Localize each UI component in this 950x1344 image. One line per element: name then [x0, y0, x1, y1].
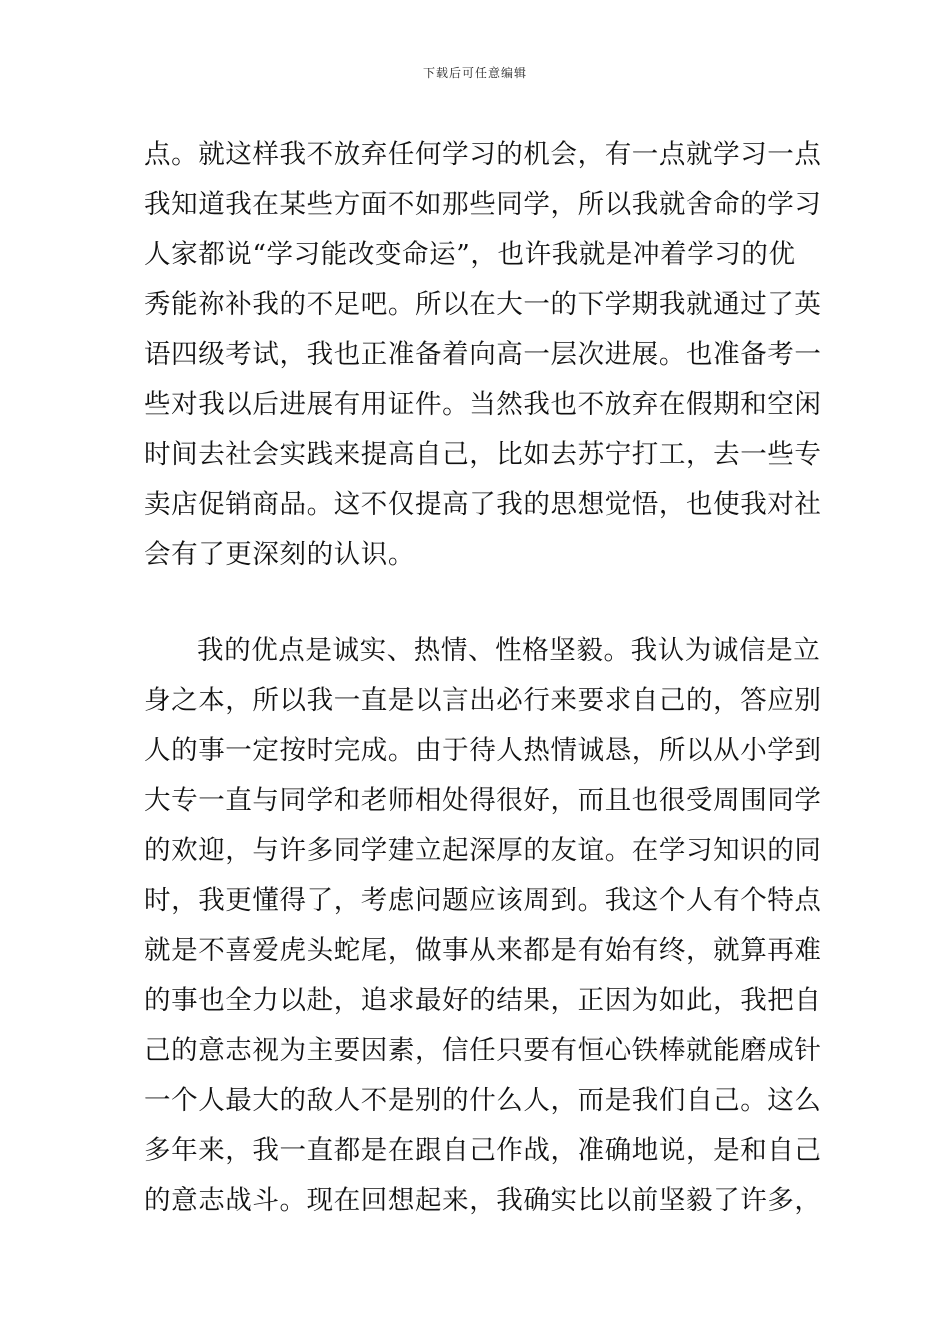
text-line: 我知道我在某些方面不如那些同学，所以我就舍命的学习	[144, 189, 822, 220]
text-line: 些对我以后进展有用证件。当然我也不放弃在假期和空闲	[144, 389, 822, 420]
text-line: 身之本，所以我一直是以言出必行来要求自己的，答应别	[144, 685, 822, 716]
text-line: 点。就这样我不放弃任何学习的机会，有一点就学习一点	[144, 139, 822, 170]
text-line: 卖店促销商品。这不仅提高了我的思想觉悟，也使我对社	[144, 489, 822, 520]
text-line: 会有了更深刻的认识。	[144, 539, 415, 570]
text-line: 人的事一定按时完成。由于待人热情诚恳，所以从小学到	[144, 735, 822, 766]
text-line: 语四级考试，我也正准备着向高一层次进展。也准备考一	[144, 339, 822, 370]
text-line: 时间去社会实践来提高自己，比如去苏宁打工，去一些专	[144, 439, 822, 470]
text-line: 的欢迎，与许多同学建立起深厚的友谊。在学习知识的同	[144, 835, 822, 866]
text-line: 秀能祢补我的不足吧。所以在大一的下学期我就通过了英	[144, 289, 822, 320]
text-line: 一个人最大的敌人不是别的什么人，而是我们自己。这么	[144, 1085, 822, 1116]
text-line: 多年来，我一直都是在跟自己作战，准确地说，是和自己	[144, 1135, 822, 1166]
text-line: 己的意志视为主要因素，信任只要有恒心铁棒就能磨成针	[144, 1035, 822, 1066]
text-line-indented: 我的优点是诚实、热情、性格坚毅。我认为诚信是立	[197, 635, 821, 666]
text-line: 大专一直与同学和老师相处得很好，而且也很受周围同学	[144, 785, 822, 816]
text-line: 的意志战斗。现在回想起来，我确实比以前坚毅了许多，	[144, 1185, 822, 1216]
page-header: 下载后可任意编辑	[422, 66, 527, 80]
text-line: 时，我更懂得了，考虑问题应该周到。我这个人有个特点	[144, 885, 822, 916]
text-line: 就是不喜爱虎头蛇尾，做事从来都是有始有终，就算再难	[144, 935, 822, 966]
text-line: 的事也全力以赴，追求最好的结果，正因为如此，我把自	[144, 985, 822, 1016]
text-line: 人家都说“学习能改变命运”，也许我就是冲着学习的优	[144, 239, 796, 270]
